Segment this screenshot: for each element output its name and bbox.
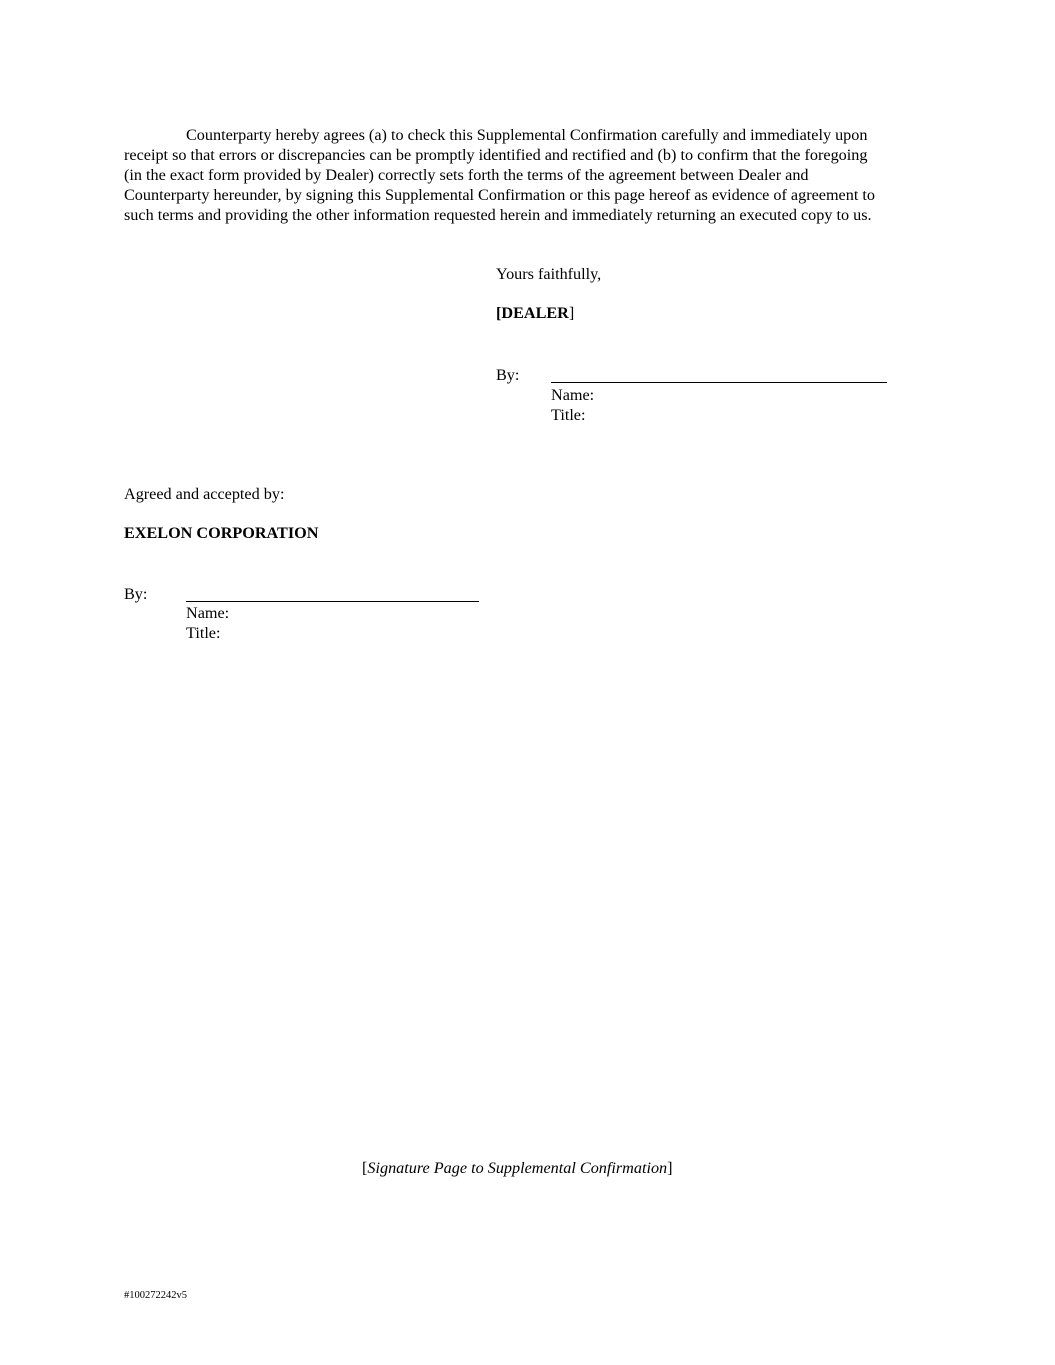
caption-close-bracket: ] — [667, 1159, 673, 1177]
dealer-party-bracket: ] — [568, 304, 575, 322]
document-id: #100272242v5 — [124, 1290, 187, 1301]
dealer-title-label: Title: — [551, 406, 586, 424]
closing-text: Yours faithfully, — [496, 265, 602, 283]
dealer-name-label: Name: — [551, 386, 595, 404]
dealer-party-label: [DEALER — [496, 304, 569, 322]
dealer-party-name — [496, 303, 574, 323]
paragraph-line: (in the exact form provided by Dealer) correctly sets forth the terms of the agreement between Dealer and — [124, 166, 809, 184]
signature-page-caption — [362, 1158, 673, 1178]
counterparty-party-name: EXELON CORPORATION — [124, 524, 319, 542]
paragraph-line: such terms and providing the other information requested herein and immediately returning an executed copy to us. — [124, 206, 872, 224]
agreed-accepted-heading: Agreed and accepted by: — [124, 485, 285, 503]
caption-open-bracket: [ — [362, 1159, 368, 1177]
counterparty-signature-line[interactable] — [186, 601, 479, 602]
paragraph-line: Counterparty hereunder, by signing this Supplemental Confirmation or this page hereof as evidence of agreement to — [124, 186, 875, 204]
counterparty-by-label: By: — [124, 585, 148, 603]
paragraph-line: Counterparty hereby agrees (a) to check this Supplemental Confirmation carefully and immediately upon — [186, 126, 868, 144]
paragraph-line: receipt so that errors or discrepancies can be promptly identified and rectified and (b) to confirm that the foregoing — [124, 146, 868, 164]
counterparty-title-label: Title: — [186, 624, 221, 642]
dealer-signature-line[interactable] — [551, 382, 887, 383]
caption-text: Signature Page to Supplemental Confirmation — [367, 1159, 668, 1177]
dealer-by-label: By: — [496, 366, 520, 384]
counterparty-name-label: Name: — [186, 604, 230, 622]
